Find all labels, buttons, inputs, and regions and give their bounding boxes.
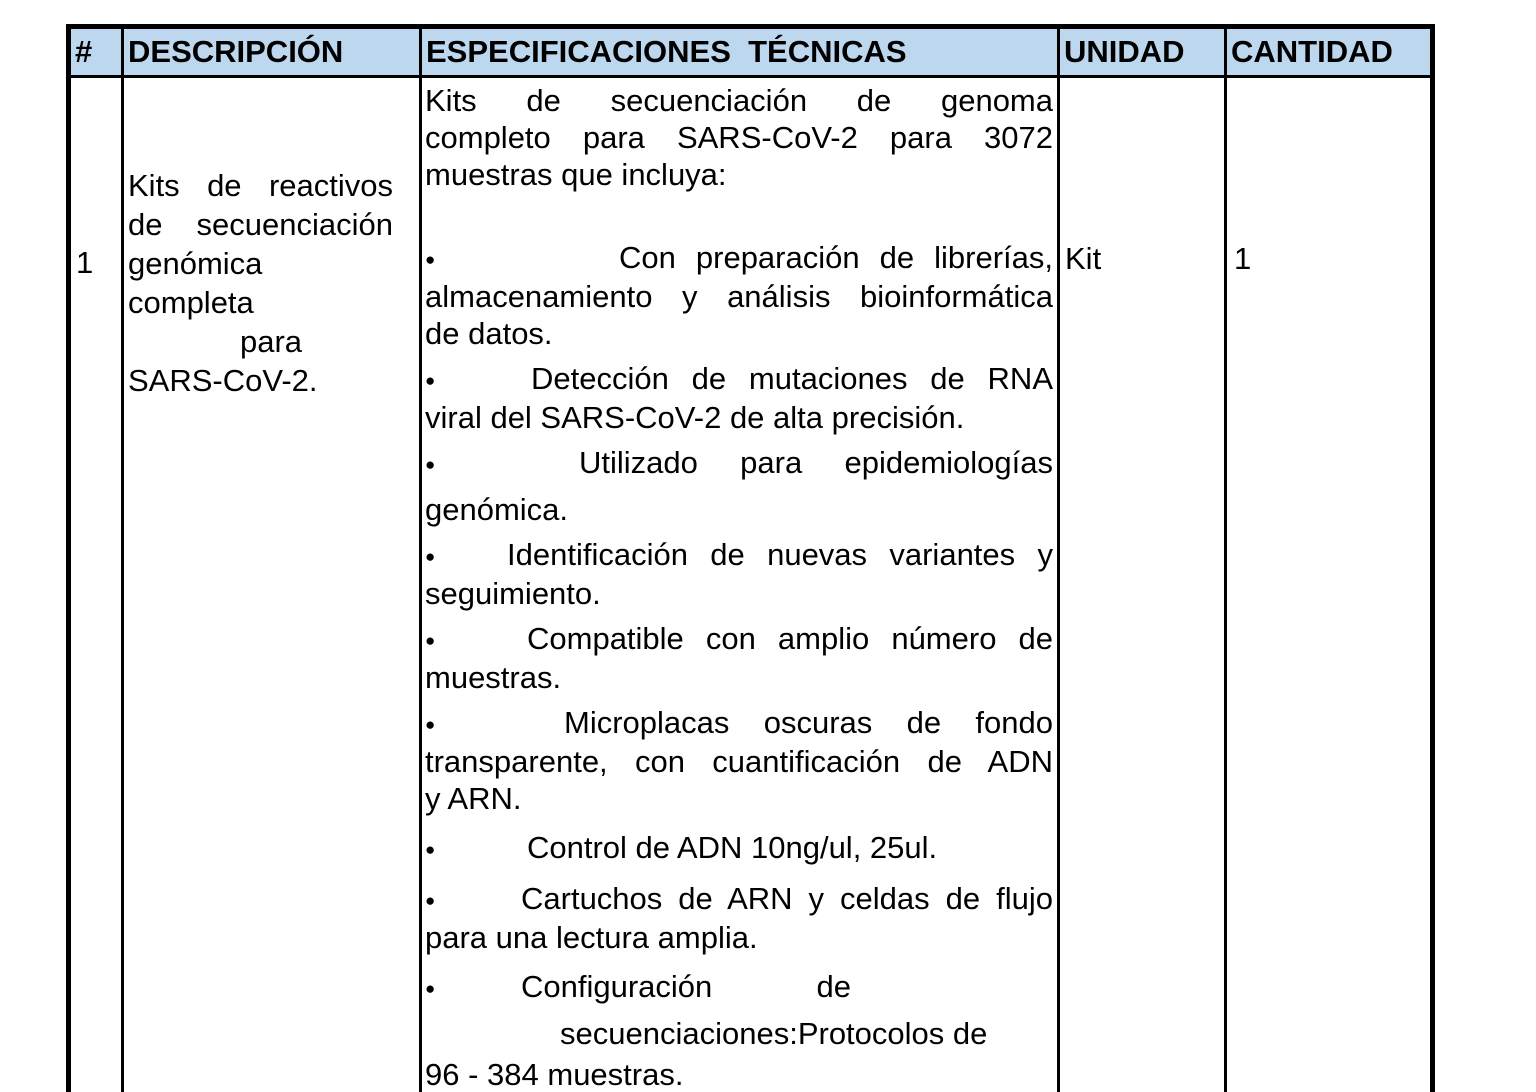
spec-intro-line: completo para SARS-CoV-2 para 3072 bbox=[425, 120, 1053, 155]
spec-bullet-text: Control de ADN 10ng/ul, 25ul. bbox=[527, 830, 938, 865]
spec-continuation-line: para una lectura amplia. bbox=[425, 920, 758, 955]
spec-bullet-text: Cartuchos de ARN y celdas de flujo bbox=[521, 881, 1053, 916]
header-cell-cantidad: CANTIDAD bbox=[1226, 27, 1433, 77]
bullet-dot-icon: ● bbox=[425, 371, 436, 390]
header-cell-descripcion: DESCRIPCIÓN bbox=[123, 27, 421, 77]
spec-bullet-text: Identificación de nuevas variantes y bbox=[507, 537, 1053, 572]
spec-continuation-line: seguimiento. bbox=[425, 576, 601, 611]
unit-value: Kit bbox=[1065, 241, 1102, 276]
header-cell-unidad: UNIDAD bbox=[1059, 27, 1226, 77]
spec-intro-line: Kits de secuenciación de genoma bbox=[425, 83, 1053, 118]
spec-bullet-line bbox=[425, 239, 1053, 278]
spec-continuation-line: almacenamiento y análisis bioinformática bbox=[425, 279, 1053, 314]
header-cell-number: # bbox=[69, 27, 123, 77]
description-cell bbox=[123, 77, 421, 1092]
description-line: de secuenciación bbox=[128, 207, 393, 242]
specifications-cell bbox=[421, 77, 1059, 1092]
bullet-dot-icon: ● bbox=[425, 715, 436, 734]
bullet-dot-icon: ● bbox=[425, 455, 436, 474]
spec-bullet-line bbox=[425, 880, 1053, 919]
spec-bullet-line bbox=[425, 620, 1053, 659]
spec-continuation-line: de datos. bbox=[425, 316, 553, 351]
bullet-dot-icon: ● bbox=[425, 547, 436, 566]
description-line: Kits de reactivos bbox=[128, 168, 393, 203]
spec-bullet-text: Microplacas oscuras de fondo bbox=[564, 705, 1053, 740]
bullet-dot-icon: ● bbox=[425, 979, 436, 998]
bullet-dot-icon: ● bbox=[425, 891, 436, 910]
spec-bullet-text: Con preparación de librerías, bbox=[619, 240, 1053, 275]
spec-bullet-line bbox=[425, 968, 1053, 1007]
spec-continuation-line: muestras. bbox=[425, 660, 562, 695]
spec-continuation-line: 96 - 384 muestras. bbox=[425, 1057, 684, 1092]
row-number-cell bbox=[69, 77, 123, 1092]
header-row bbox=[69, 27, 1433, 77]
spec-bullet-line bbox=[425, 444, 1053, 483]
description-line: genómica bbox=[128, 246, 263, 281]
spec-bullet-text: Utilizado para epidemiologías bbox=[579, 445, 1053, 480]
header-cell-especificaciones: ESPECIFICACIONES TÉCNICAS bbox=[421, 27, 1059, 77]
spec-continuation-line: transparente, con cuantificación de ADN bbox=[425, 744, 1053, 779]
spec-bullet-line bbox=[425, 536, 1053, 575]
description-line: para bbox=[240, 324, 303, 359]
spec-bullet-text: Compatible con amplio número de bbox=[527, 621, 1053, 656]
spec-bullet-text: Detección de mutaciones de RNA bbox=[531, 361, 1053, 396]
spec-intro-line: muestras que incluya: bbox=[425, 157, 727, 192]
spec-continuation-line: y ARN. bbox=[425, 781, 522, 816]
table-row bbox=[69, 77, 1433, 1092]
spec-bullet-text: Configuración de bbox=[521, 969, 851, 1004]
unit-cell bbox=[1059, 77, 1226, 1092]
procurement-spec-table bbox=[66, 24, 1435, 1092]
description-line: SARS-CoV-2. bbox=[128, 363, 318, 398]
spec-bullet-line bbox=[425, 829, 1053, 868]
bullet-dot-icon: ● bbox=[425, 840, 436, 859]
bullet-dot-icon: ● bbox=[425, 631, 436, 650]
description-line: completa bbox=[128, 285, 254, 320]
quantity-value: 1 bbox=[1234, 241, 1252, 276]
row-number: 1 bbox=[76, 245, 94, 280]
bullet-dot-icon: ● bbox=[425, 250, 436, 269]
spec-continuation-line: genómica. bbox=[425, 492, 569, 527]
spec-continuation-line: viral del SARS-CoV-2 de alta precisión. bbox=[425, 400, 965, 435]
quantity-cell bbox=[1226, 77, 1433, 1092]
spec-continuation-line: secuenciaciones:Protocolos de bbox=[560, 1016, 988, 1051]
spec-bullet-line bbox=[425, 704, 1053, 743]
spec-bullet-line bbox=[425, 360, 1053, 399]
